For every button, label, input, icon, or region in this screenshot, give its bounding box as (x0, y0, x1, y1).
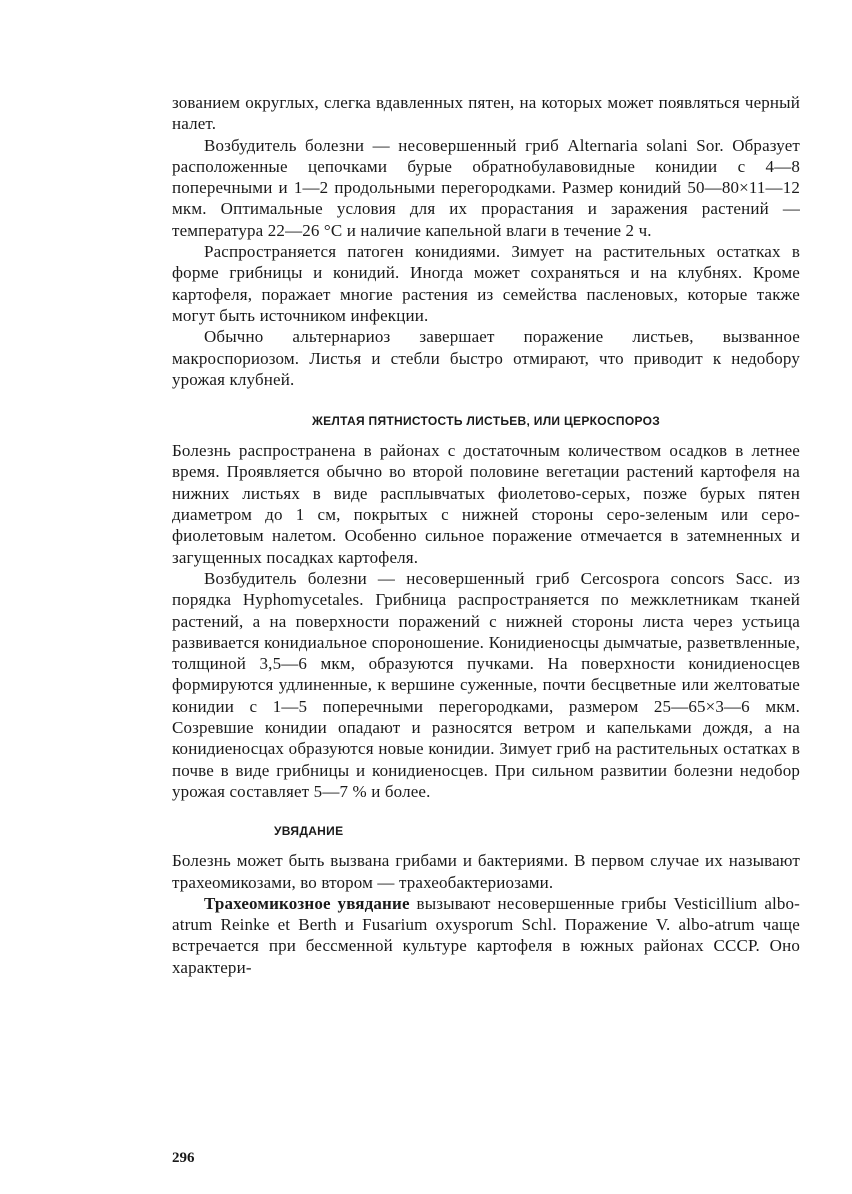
paragraph-continuation: зованием округлых, слегка вдавленных пятен, на которых может появляться черный налет. (172, 93, 800, 134)
section-heading-wilt: УВЯДАНИЕ (274, 824, 344, 839)
paragraph-alternaria-effect: Обычно альтернариоз завершает поражение листьев, вызванное макроспориозом. Листья и стебли быстро отмирают, что приводит к недобору урожая клубней. (172, 327, 800, 389)
term-tracheomycosis: Трахеомикозное увядание (204, 893, 410, 913)
page-body (172, 92, 800, 978)
paragraph-wilt-intro: Болезнь может быть вызвана грибами и бактериями. В первом случае их называют трахеомикозами, во втором — трахеобактериозами. (172, 851, 800, 892)
paragraph-tracheomycosis (172, 893, 800, 978)
paragraph-cercosporosis-pathogen: Возбудитель болезни — несовершенный гриб Cercospora concors Sacc. из порядка Hyphomycetales. Грибница распространяется по межклетникам тканей растений, а на поверхности поражений с нижней стороны листа через устьица развивается конидиальное спороношение. Конидиеносцы дымчатые, разветвленные, толщиной 3,5—6 мкм, образуются пучками. На поверхности конидиеносцев формируются удлиненные, к вершине суженные, почти бесцветные или желтоватые конидии с 1—5 поперечными перегородками, размером 25—65×3—6 мкм. Созревшие конидии опадают и разносятся ветром и капельками дождя, а на конидиеносцах образуются новые конидии. Зимует гриб на растительных остатках в почве в виде грибницы и конидиеносцев. При сильном развитии болезни недобор урожая составляет 5—7 % и более. (172, 568, 800, 801)
paragraph-alternaria-pathogen: Возбудитель болезни — несовершенный гриб Alternaria solani Sor. Образует расположенные цепочками бурые обратнобулавовидные конидии с 4—8 поперечными и 1—2 продольными перегородками. Размер конидий 50—80×11—12 мкм. Оптимальные условия для их прорастания и заражения растений — температура 22—26 °С и наличие капельной влаги в течение 2 ч. (172, 135, 800, 240)
paragraph-cercosporosis-symptoms: Болезнь распространена в районах с достаточным количеством осадков в летнее время. Проявляется обычно во второй половине вегетации растений картофеля на нижних листьях в виде расплывчатых фиолетово-серых, позже бурых пятен диаметром до 1 см, покрытых с нижней стороны серо-зеленым или серо-фиолетовым налетом. Особенно сильное поражение отмечается в затемненных и загущенных посадках картофеля. (172, 441, 800, 567)
section-heading-cercosporosis: ЖЕЛТАЯ ПЯТНИСТОСТЬ ЛИСТЬЕВ, ИЛИ ЦЕРКОСПОРОЗ (311, 414, 661, 429)
page-number: 296 (172, 1150, 195, 1166)
paragraph-alternaria-spread: Распространяется патоген конидиями. Зимует на растительных остатках в форме грибницы и конидий. Иногда может сохраняться и на клубнях. Кроме картофеля, поражает многие растения из семейства пасленовых, которые также могут быть источником инфекции. (172, 242, 800, 325)
paragraph-tracheomycosis-text: вызывают несовершенные грибы Vesticillium albo-atrum Reinke et Berth и Fusarium oxysporum Schl. Поражение V. albo-atrum чаще встречается при бессменной культуре картофеля в южных районах СССР. Оно характери- (172, 893, 800, 977)
